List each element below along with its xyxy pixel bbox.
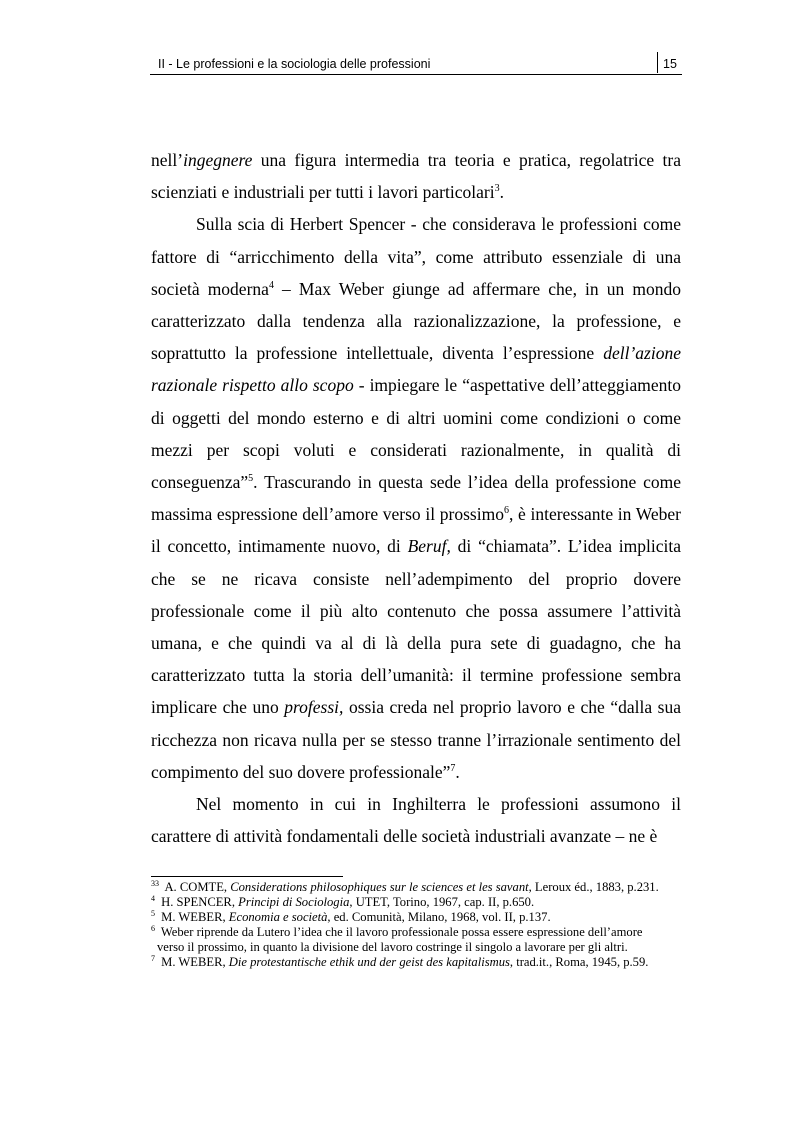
page-number: 15 — [657, 52, 682, 73]
footnote-ref: 3 — [494, 183, 500, 195]
paragraph-text: ossia creda nel proprio lavoro e che “dalla sua ricchezza non ricava nulla per se stesso tranne l’irrazionale sentimento del compimento del suo dovere professionale” — [151, 697, 681, 782]
paragraph-text: una figura intermedia tra teoria e pratica, regolatrice tra scienziati e industriali per tutti i lavori particolari — [151, 150, 681, 203]
footnote-ref: 4 — [268, 279, 274, 291]
footnote-mark: 7 — [151, 954, 155, 963]
footnote — [151, 910, 681, 925]
footnote-ref: 6 — [503, 505, 509, 517]
paragraph-text: Sulla scia di Herbert Spencer - che considerava le professioni come fattore di “arricchimento della vita”, come attributo essenziale di una società moderna — [151, 214, 681, 299]
paragraph-text: Nel momento in cui in Inghilterra le professioni assumono il carattere di attività fondamentali delle società industriali avanzate – ne è — [151, 794, 681, 847]
footnote-separator — [151, 876, 343, 877]
paragraph — [151, 208, 681, 788]
footnote-text: , Leroux éd., 1883, p.231. — [528, 880, 659, 894]
footnote-italic-text: Principi di Sociologia — [238, 895, 350, 909]
footnote — [151, 955, 681, 970]
footnote-text: M. WEBER, — [158, 955, 229, 969]
footnote — [151, 880, 681, 895]
footnote-mark: 5 — [151, 909, 155, 918]
paragraph — [151, 788, 681, 852]
paragraph-text: . Trascurando in questa sede l’idea della professione come massima espressione dell’amore verso il prossimo — [151, 472, 681, 525]
footnote-text: Weber riprende da Lutero l’idea che il lavoro professionale possa essere espressione dell’amore — [158, 925, 643, 939]
footnote — [151, 895, 681, 910]
footnote-italic-text: Considerations philosophiques sur le sciences et les savant — [230, 880, 529, 894]
footnote-text: , UTET, Torino, 1967, cap. II, p.650. — [349, 895, 535, 909]
footnote-text: A. COMTE, — [162, 880, 231, 894]
paragraph-italic-text: Beruf, — [407, 536, 451, 557]
paragraph-text: di “chiamata”. L’idea implicita che se ne ricava consiste nell’adempimento del proprio dovere professionale come il più alto contenuto che possa assumere l’attività umana, e che quindi va al di là della pura sete di guadagno, che ha caratterizzato tutta la storia dell’umanità: il termine professione sembra implicare che uno — [151, 536, 681, 718]
footnote-ref: 5 — [248, 473, 254, 485]
footnote-mark: 6 — [151, 924, 155, 933]
paragraph-text: . — [499, 182, 504, 203]
running-title: II - Le professioni e la sociologia delle professioni — [158, 57, 431, 71]
footnote-mark: 4 — [151, 894, 155, 903]
paragraph-text: nell’ — [151, 150, 184, 170]
paragraph-text: , è interessante in Weber il concetto, intimamente nuovo, di — [151, 504, 681, 557]
paragraph-italic-text: ingegnere — [183, 150, 253, 170]
body-text — [151, 144, 681, 852]
footnote-mark: 33 — [151, 879, 159, 888]
footnote-continuation: verso il prossimo, in quanto la divisione del lavoro costringe il singolo a lavorare per gli altri. — [157, 940, 628, 954]
paragraph-text: - impiegare le “aspettative dell’atteggiamento di oggetti del mondo esterno e di altri uomini come condizioni o come mezzi per scopi voluti e considerati razionalmente, in qualità di conseguenza” — [151, 375, 682, 493]
paragraph-italic-text: dell’azione razionale rispetto allo scopo — [151, 343, 681, 396]
footnote-text: , ed. Comunità, Milano, 1968, vol. II, p.137. — [327, 910, 551, 924]
paragraph-text: – Max Weber giunge ad affermare che, in un mondo caratterizzato dalla tendenza alla razionalizzazione, la professione, e soprattutto la professione intellettuale, diventa l’espressione — [151, 278, 682, 364]
footnotes — [151, 880, 681, 970]
paragraph-text: . — [455, 761, 460, 782]
footnote-text: M. WEBER, — [158, 910, 229, 924]
footnote — [151, 925, 681, 955]
footnote-text: H. SPENCER, — [158, 895, 239, 909]
paragraph-italic-text: professi, — [284, 697, 344, 718]
paragraph — [151, 144, 681, 208]
footnote-text: , trad.it., Roma, 1945, p.59. — [509, 955, 649, 969]
footnote-italic-text: Economia e società — [228, 910, 328, 924]
running-header — [150, 52, 682, 75]
footnote-ref: 7 — [450, 762, 456, 774]
footnote-italic-text: Die protestantische ethik und der geist des kapitalismus — [228, 955, 510, 969]
